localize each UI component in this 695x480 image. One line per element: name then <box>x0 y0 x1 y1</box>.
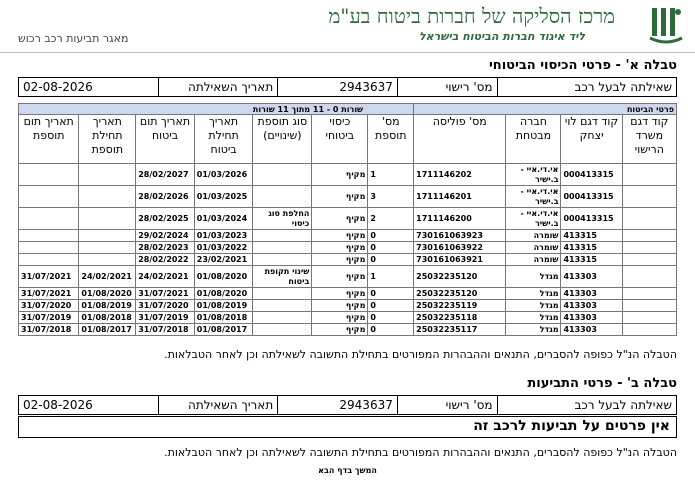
cell-end-date: 31/07/2021 <box>136 288 195 300</box>
cell-start-date: 01/03/2022 <box>194 242 253 254</box>
org-logo-icon <box>649 4 683 44</box>
cell-levi-code: 413303 <box>561 288 622 300</box>
cell-addon-end <box>19 230 79 242</box>
cell-levi-code: 000413315 <box>561 186 622 208</box>
table-a-title: טבלה א' - פרטי הכיסוי הביטוחי <box>488 58 677 73</box>
cell-start-date: 01/08/2020 <box>194 266 253 288</box>
cell-addon-type <box>253 164 312 186</box>
cell-insurer: שומרה <box>506 254 561 266</box>
table-row <box>19 300 677 312</box>
cell-insurer: מגדל <box>506 312 561 324</box>
cell-addon-type <box>253 288 312 300</box>
requester-label: שאילתה לבעל רכב <box>497 396 676 414</box>
cell-insurer: אי.די.איי - ב.ישיר <box>506 164 561 186</box>
cell-addon-type: החלפת סוג כיסוי <box>253 208 312 230</box>
license-label: מס' רישוי <box>397 396 497 414</box>
cell-coverage: מקיף <box>312 208 368 230</box>
cell-addon-start <box>79 208 136 230</box>
cell-end-date: 31/07/2018 <box>136 324 195 336</box>
cell-levi-code: 413315 <box>561 230 622 242</box>
cell-policy-number: 25032235120 <box>414 266 506 288</box>
cell-policy-number: 1711146201 <box>414 186 506 208</box>
cell-addon-end <box>19 164 79 186</box>
col-addon-end: תאריך תום תוספת <box>19 115 79 164</box>
col-start-date: תאריך תחילת ביטוח <box>194 115 253 164</box>
cell-insurer: אי.די.איי - ב.ישיר <box>506 208 561 230</box>
cell-policy-number: 25032235118 <box>414 312 506 324</box>
table-row <box>19 266 677 288</box>
license-value: 2943637 <box>277 396 397 414</box>
cell-addon-type <box>253 300 312 312</box>
cell-addon-end: 31/07/2021 <box>19 266 79 288</box>
license-value: 2943637 <box>277 78 397 96</box>
col-ministry-code: קוד דגם משרד הרישוי <box>622 115 676 164</box>
cell-insurer: שומרה <box>506 242 561 254</box>
cell-addon-start <box>79 242 136 254</box>
coverage-table-body <box>19 164 677 336</box>
cell-policy-number: 1711146202 <box>414 164 506 186</box>
cell-ministry-code <box>622 288 676 300</box>
table-row <box>19 254 677 266</box>
cell-end-date: 29/02/2024 <box>136 230 195 242</box>
cell-addon-number: 0 <box>368 230 414 242</box>
table-a-info-box <box>18 77 677 97</box>
cell-ministry-code <box>622 324 676 336</box>
cell-end-date: 28/02/2023 <box>136 242 195 254</box>
cell-levi-code: 413315 <box>561 242 622 254</box>
cell-levi-code: 000413315 <box>561 164 622 186</box>
cell-addon-start <box>79 230 136 242</box>
table-b-note: הטבלה הנ"ל כפופה להסברים, התנאים וההבהרות המפורטים בתחילת התשובה לשאילתה וכן לאחר הטבלאות. <box>164 446 677 459</box>
cell-ministry-code <box>622 242 676 254</box>
cell-addon-type <box>253 230 312 242</box>
table-bar <box>19 104 677 115</box>
cell-coverage: מקיף <box>312 254 368 266</box>
cell-ministry-code <box>622 300 676 312</box>
cell-coverage: מקיף <box>312 288 368 300</box>
cell-start-date: 01/08/2018 <box>194 312 253 324</box>
cell-levi-code: 413303 <box>561 266 622 288</box>
query-date-label: תאריך השאילתה <box>158 78 278 96</box>
cell-start-date: 01/03/2026 <box>194 164 253 186</box>
table-row <box>19 288 677 300</box>
cell-addon-type: שינוי תקופת ביטוח <box>253 266 312 288</box>
org-subtitle: ליד איגוד חברות הביטוח בישראל <box>418 30 585 43</box>
cell-addon-number: 0 <box>368 288 414 300</box>
cell-ministry-code <box>622 312 676 324</box>
cell-addon-number: 0 <box>368 312 414 324</box>
cell-addon-end <box>19 242 79 254</box>
cell-addon-start: 24/02/2021 <box>79 266 136 288</box>
bar-title: פרטי הביטוח <box>414 104 677 115</box>
cell-addon-end: 31/07/2021 <box>19 288 79 300</box>
cell-insurer: שומרה <box>506 230 561 242</box>
cell-addon-start <box>79 254 136 266</box>
cell-addon-number: 0 <box>368 300 414 312</box>
cell-insurer: אי.די.איי - ב.ישיר <box>506 186 561 208</box>
cell-policy-number: 730161063923 <box>414 230 506 242</box>
col-insurer: חברה מבטחת <box>506 115 561 164</box>
continue-next-page: המשך בדף הבא <box>318 466 377 475</box>
cell-addon-number: 2 <box>368 208 414 230</box>
cell-coverage: מקיף <box>312 186 368 208</box>
rows-count: שורות 0 - 11 מתוך 11 שורות <box>19 104 414 115</box>
cell-policy-number: 1711146200 <box>414 208 506 230</box>
cell-addon-number: 0 <box>368 254 414 266</box>
query-date-value: 02-08-2026 <box>23 80 93 94</box>
cell-start-date: 01/03/2023 <box>194 230 253 242</box>
cell-insurer: מגדל <box>506 266 561 288</box>
table-row <box>19 230 677 242</box>
license-label: מס' רישוי <box>397 78 497 96</box>
cell-policy-number: 730161063921 <box>414 254 506 266</box>
cell-end-date: 28/02/2025 <box>136 208 195 230</box>
cell-coverage: מקיף <box>312 312 368 324</box>
col-addon-type: סוג תוספת (שינויים) <box>253 115 312 164</box>
cell-levi-code: 413303 <box>561 324 622 336</box>
table-b-title: טבלה ב' - פרטי התביעות <box>527 376 677 391</box>
cell-start-date: 01/08/2020 <box>194 288 253 300</box>
cell-coverage: מקיף <box>312 300 368 312</box>
cell-insurer: מגדל <box>506 288 561 300</box>
col-addon-no: מס' תוספת <box>368 115 414 164</box>
cell-start-date: 01/03/2025 <box>194 186 253 208</box>
cell-ministry-code <box>622 254 676 266</box>
cell-ministry-code <box>622 230 676 242</box>
cell-addon-start: 01/08/2020 <box>79 288 136 300</box>
cell-levi-code: 413303 <box>561 300 622 312</box>
cell-addon-start: 01/08/2019 <box>79 300 136 312</box>
cell-addon-start: 01/08/2017 <box>79 324 136 336</box>
cell-addon-start <box>79 164 136 186</box>
cell-levi-code: 413315 <box>561 254 622 266</box>
table-b-info-box <box>18 395 677 415</box>
col-levi-code: קוד דגם לוי יצחק <box>561 115 622 164</box>
cell-coverage: מקיף <box>312 242 368 254</box>
requester-label: שאילתה לבעל רכב <box>497 78 676 96</box>
cell-addon-number: 3 <box>368 186 414 208</box>
cell-addon-type <box>253 242 312 254</box>
col-addon-start: תאריך תחילת תוספת <box>79 115 136 164</box>
table-row <box>19 164 677 186</box>
cell-addon-start: 01/08/2018 <box>79 312 136 324</box>
table-row <box>19 312 677 324</box>
cell-start-date: 01/08/2019 <box>194 300 253 312</box>
cell-addon-number: 0 <box>368 324 414 336</box>
header-divider <box>0 52 695 53</box>
cell-end-date: 24/02/2021 <box>136 266 195 288</box>
table-a-note: הטבלה הנ"ל כפופה להסברים, התנאים וההבהרות המפורטים בתחילת התשובה לשאילתה וכן לאחר הטבלאות. <box>164 348 677 361</box>
cell-end-date: 28/02/2027 <box>136 164 195 186</box>
cell-start-date: 01/03/2024 <box>194 208 253 230</box>
cell-levi-code: 000413315 <box>561 208 622 230</box>
table-row <box>19 324 677 336</box>
cell-ministry-code <box>622 266 676 288</box>
cell-addon-end: 31/07/2018 <box>19 324 79 336</box>
cell-addon-start <box>79 186 136 208</box>
cell-addon-end <box>19 254 79 266</box>
cell-addon-type <box>253 254 312 266</box>
col-end-date: תאריך תום ביטוח <box>136 115 195 164</box>
table-row <box>19 186 677 208</box>
cell-start-date: 23/02/2021 <box>194 254 253 266</box>
table-row <box>19 208 677 230</box>
org-name: מרכז הסליקה של חברות ביטוח בע"מ <box>328 4 615 28</box>
cell-coverage: מקיף <box>312 164 368 186</box>
cell-ministry-code <box>622 164 676 186</box>
cell-insurer: מגדל <box>506 324 561 336</box>
col-policy: מס' פוליסה <box>414 115 506 164</box>
cell-coverage: מקיף <box>312 230 368 242</box>
cell-policy-number: 730161063922 <box>414 242 506 254</box>
cell-addon-end: 31/07/2019 <box>19 312 79 324</box>
cell-addon-number: 0 <box>368 242 414 254</box>
table-row <box>19 242 677 254</box>
cell-addon-end <box>19 208 79 230</box>
cell-addon-number: 1 <box>368 164 414 186</box>
cell-addon-type <box>253 324 312 336</box>
cell-addon-end: 31/07/2020 <box>19 300 79 312</box>
query-date-label: תאריך השאילתה <box>158 396 278 414</box>
cell-insurer: מגדל <box>506 300 561 312</box>
page-header <box>0 0 695 56</box>
cell-addon-end <box>19 186 79 208</box>
cell-addon-type <box>253 186 312 208</box>
cell-end-date: 31/07/2019 <box>136 312 195 324</box>
no-claims-message: אין פרטים על תביעות לרכב זה <box>18 416 677 438</box>
cell-coverage: מקיף <box>312 324 368 336</box>
header-row <box>19 115 677 164</box>
cell-start-date: 01/08/2017 <box>194 324 253 336</box>
cell-end-date: 28/02/2022 <box>136 254 195 266</box>
cell-addon-type <box>253 312 312 324</box>
coverage-table <box>18 103 677 336</box>
cell-ministry-code <box>622 208 676 230</box>
cell-coverage: מקיף <box>312 266 368 288</box>
col-coverage: כיסוי ביטוחי <box>312 115 368 164</box>
cell-policy-number: 25032235119 <box>414 300 506 312</box>
cell-ministry-code <box>622 186 676 208</box>
cell-addon-number: 1 <box>368 266 414 288</box>
repository-label: מאגר תביעות רכב רכוש <box>18 32 129 45</box>
cell-policy-number: 25032235117 <box>414 324 506 336</box>
cell-policy-number: 25032235120 <box>414 288 506 300</box>
cell-end-date: 31/07/2020 <box>136 300 195 312</box>
cell-levi-code: 413303 <box>561 312 622 324</box>
cell-end-date: 28/02/2026 <box>136 186 195 208</box>
query-date-value: 02-08-2026 <box>23 398 93 412</box>
